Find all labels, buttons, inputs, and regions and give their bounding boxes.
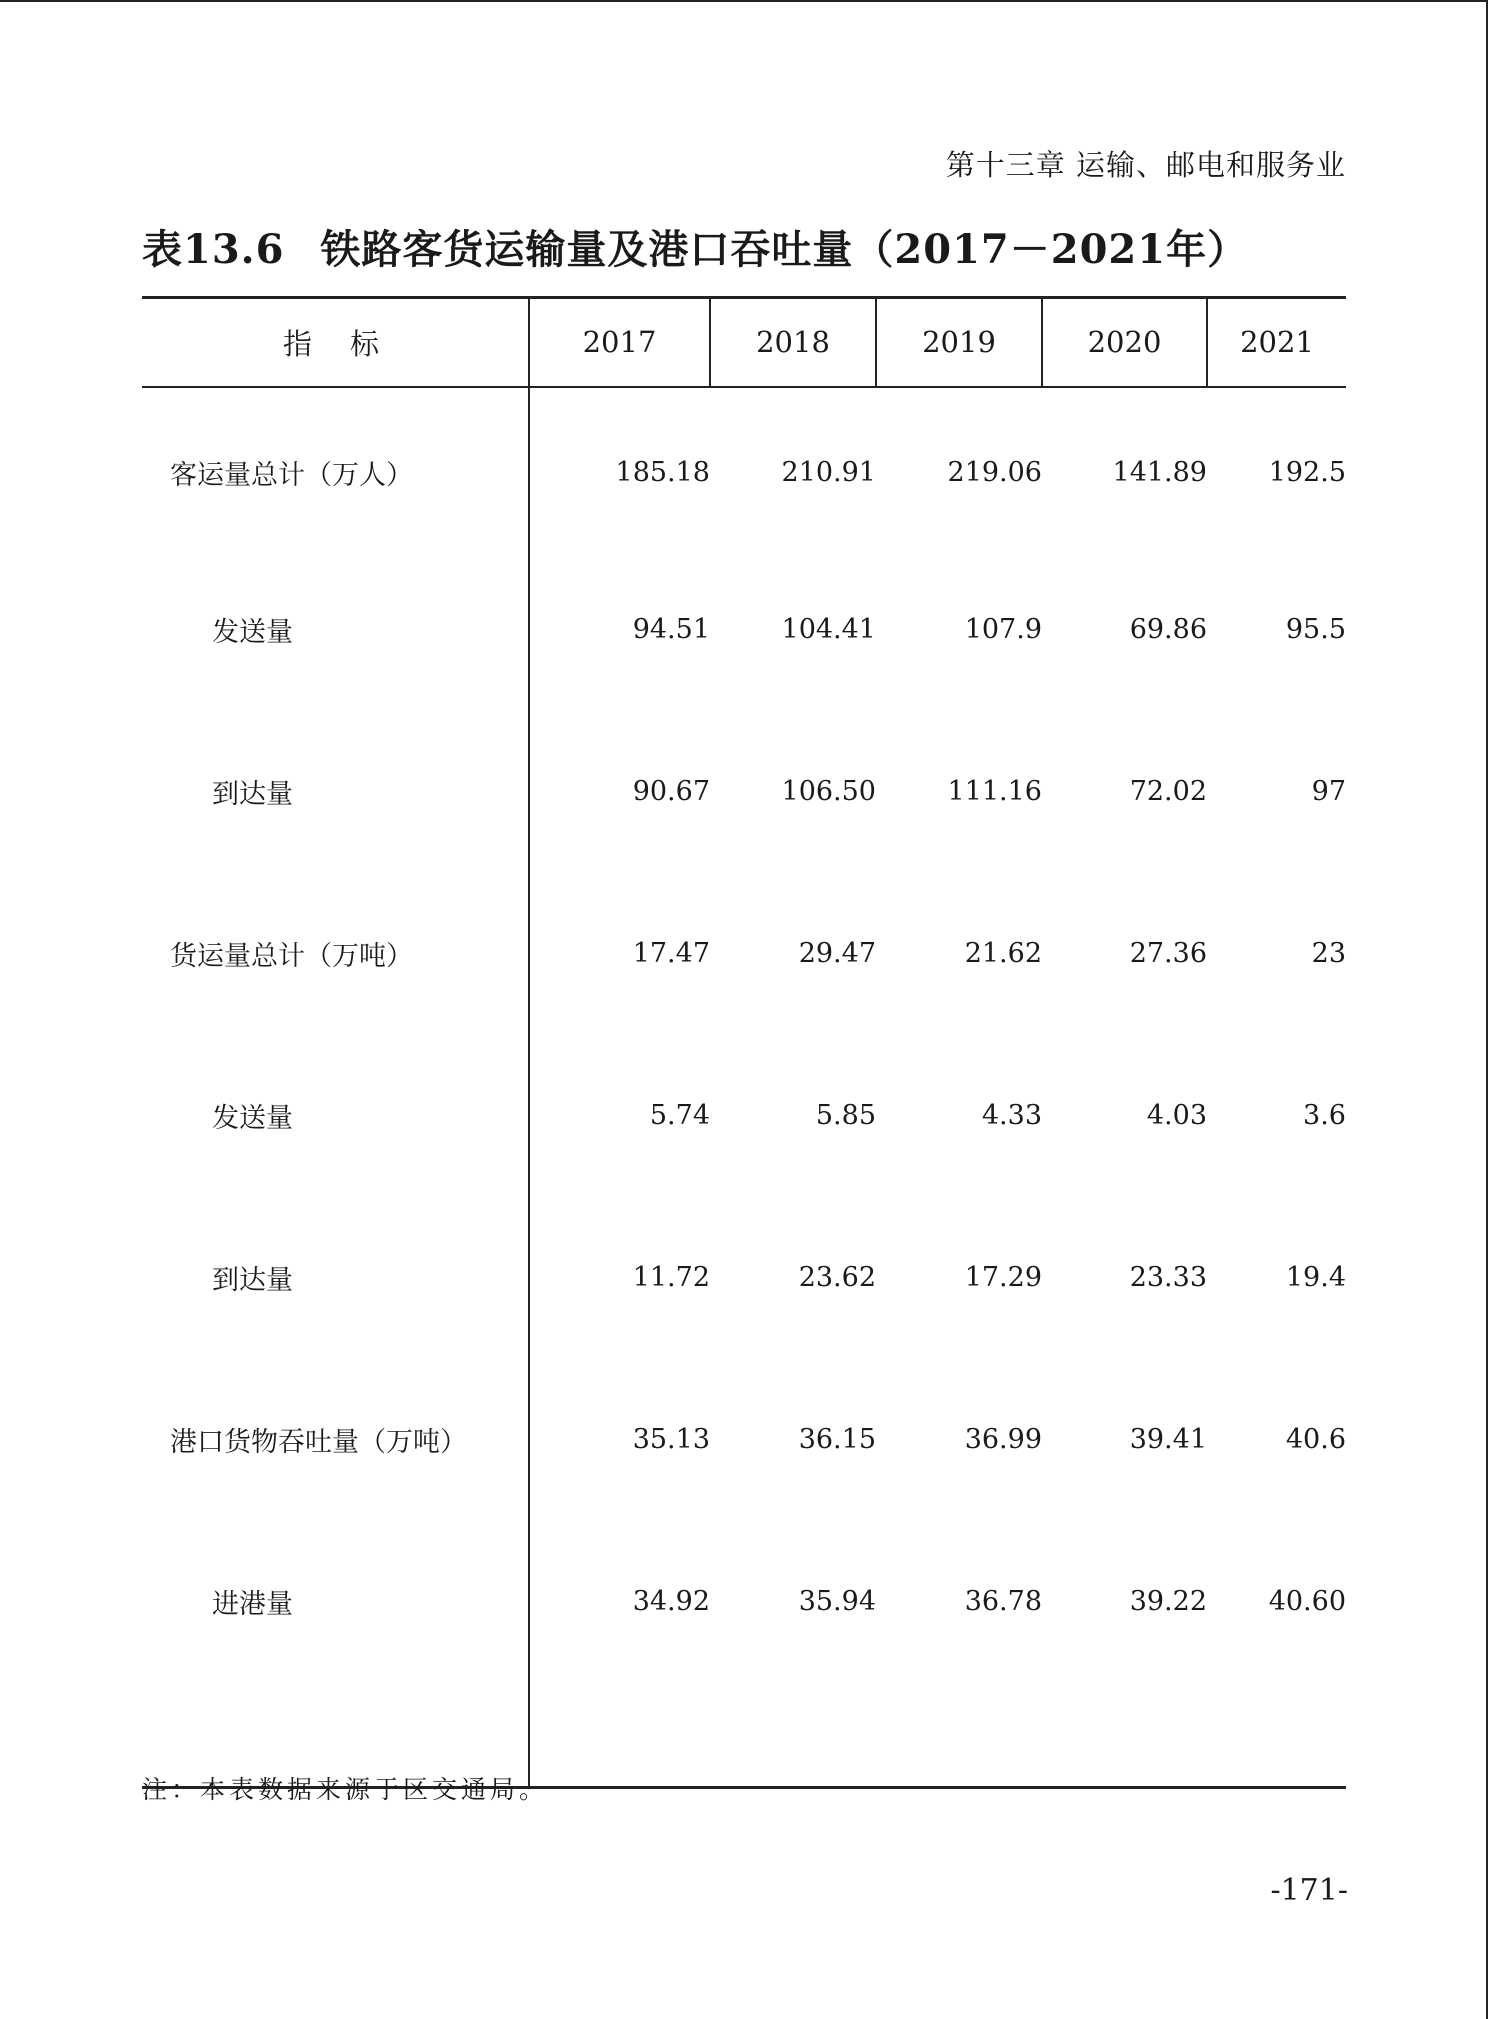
table-cell: 29.47 [798,938,876,969]
column-header-indicator: 指标 [142,298,529,387]
table-cell: 219.06 [947,456,1042,488]
data-table [142,296,1346,1789]
table-cell: 21.62 [964,938,1042,969]
table-cell: 17.29 [964,1262,1042,1293]
empty-cell [876,1683,1042,1788]
column-header-2020: 2020 [1042,298,1207,387]
row-label: 货运量总计（万吨） [142,873,529,1035]
table-cell: 210.91 [781,456,876,488]
table-number: 表13.6 [142,226,285,273]
table-cell: 17.47 [632,938,710,969]
table-cell: 27.36 [1129,938,1207,969]
table-cell: 104.41 [781,614,876,645]
table-cell: 3.6 [1303,1100,1346,1131]
row-label: 发送量 [142,549,529,711]
column-header-2018: 2018 [710,298,876,387]
table-cell: 95.5 [1285,614,1346,645]
row-label: 客运量总计（万人） [142,387,529,549]
table-cell: 107.9 [964,614,1042,645]
table-title [142,218,1248,275]
table-cell: 35.13 [632,1424,710,1455]
table-row [142,549,1346,711]
table-cell: 11.72 [632,1262,710,1293]
table-cell: 40.60 [1268,1586,1346,1617]
table-cell: 34.92 [632,1586,710,1617]
table-row [142,1197,1346,1359]
table-row [142,873,1346,1035]
column-header-2017: 2017 [529,298,710,387]
page-number: -171- [1270,1873,1348,1908]
table-cell: 5.74 [649,1100,710,1131]
table-cell: 4.33 [981,1100,1042,1131]
table-cell: 40.6 [1285,1424,1346,1455]
empty-cell [529,1683,710,1788]
table-cell: 94.51 [632,614,710,645]
table-note: 注：本表数据来源于区交通局。 [142,1775,549,1804]
page-border-top [0,0,1488,2]
table-cell: 69.86 [1129,614,1207,645]
table-cell: 97 [1311,776,1346,807]
table-cell: 106.50 [781,776,876,807]
table-cell: 36.78 [964,1586,1042,1617]
table-cell: 36.99 [964,1424,1042,1455]
column-header-2021: 2021 [1207,298,1346,387]
table-cell: 111.16 [947,776,1042,807]
table-cell: 4.03 [1146,1100,1207,1131]
table-cell: 39.41 [1129,1424,1207,1455]
row-label: 发送量 [142,1035,529,1197]
table-title-text: 铁路客货运输量及港口吞吐量（2017－2021年） [320,226,1249,273]
table-row [142,711,1346,873]
table-row [142,1521,1346,1683]
table-cell: 192.5 [1268,456,1346,488]
row-label: 到达量 [142,1197,529,1359]
table-cell: 19.4 [1285,1262,1346,1293]
row-label: 港口货物吞吐量（万吨） [142,1359,529,1521]
empty-cell [1207,1683,1346,1788]
row-label: 进港量 [142,1521,529,1683]
table-cell: 90.67 [632,776,710,807]
table-row [142,387,1346,549]
table-cell: 23.62 [798,1262,876,1293]
chapter-header: 第十三章 运输、邮电和服务业 [945,148,1346,182]
empty-cell [710,1683,876,1788]
table-cell: 35.94 [798,1586,876,1617]
row-label: 到达量 [142,711,529,873]
table-cell: 185.18 [615,456,710,488]
table-row [142,1359,1346,1521]
empty-cell [1042,1683,1207,1788]
table-cell: 141.89 [1112,456,1207,488]
table-cell: 5.85 [815,1100,876,1131]
column-header-2019: 2019 [876,298,1042,387]
table-cell: 23.33 [1129,1262,1207,1293]
table-header-row [142,298,1346,387]
table-cell: 23 [1311,938,1346,969]
table-cell: 72.02 [1129,776,1207,807]
table-cell: 36.15 [798,1424,876,1455]
table-cell: 39.22 [1129,1586,1207,1617]
table-row [142,1035,1346,1197]
